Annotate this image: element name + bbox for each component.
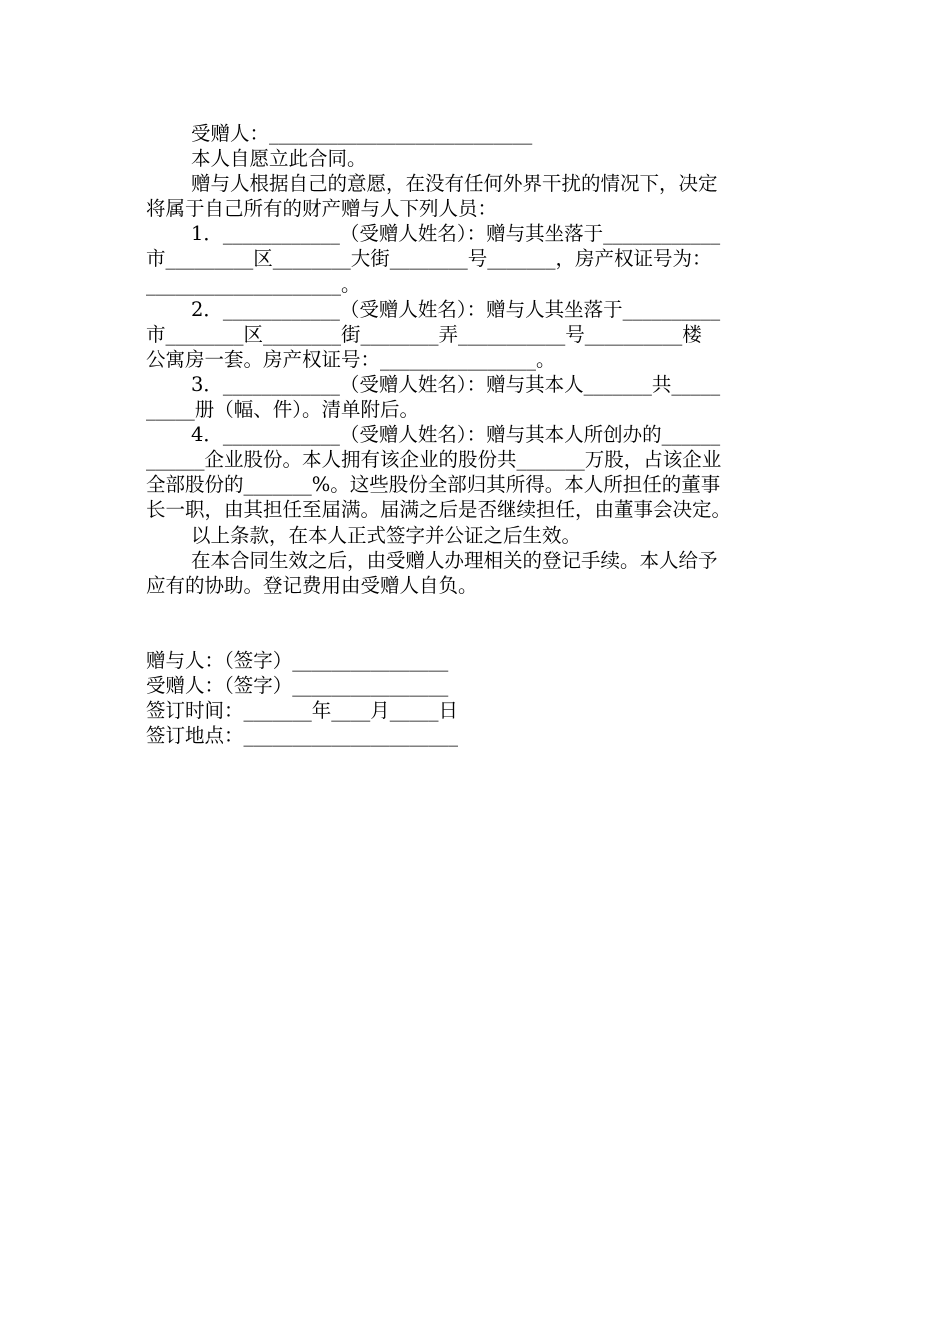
recipient-line: 受赠人：___________________________ (191, 122, 533, 145)
clause-4-line: 全部股份的_______%。这些股份全部归其所得。本人所担任的董事 (146, 473, 721, 497)
clause-4-line: 4．____________（受赠人姓名）：赠与其本人所创办的______ (191, 423, 721, 447)
clause-4-line: 长一职，由其担任至届满。届满之后是否继续担任，由董事会决定。 (146, 498, 732, 522)
clause-3-line: _____册（幅、件）。清单附后。 (146, 398, 420, 422)
clause-2-line: 市________区________街________弄___________号__________楼 (146, 322, 702, 346)
signing-place-line: 签订地点：______________________ (146, 724, 459, 748)
recipient-signature-line: 受赠人：（签字）________________ (146, 673, 449, 697)
clause-1-line: 1．____________（受赠人姓名）：赠与其坐落于____________ (191, 222, 721, 246)
body-line: 本人自愿立此合同。 (191, 147, 367, 171)
signing-date-line: 签订时间：_______年____月_____日 (146, 698, 459, 722)
section-gap (146, 598, 808, 648)
contract-page (146, 121, 808, 748)
signature-block (146, 648, 808, 748)
clause-1-line: ____________________。 (146, 272, 361, 296)
clause-2-line: 公寓房一套。房产权证号：________________。 (146, 347, 556, 371)
clause-3-line: 3．____________（受赠人姓名）：赠与其本人_______共_____ (191, 372, 721, 396)
clause-1-line: 市_________区________大街________号_______，房产权证号为： (146, 247, 712, 271)
body-line: 将属于自己所有的财产赠与人下列人员： (146, 197, 498, 221)
registration-line: 应有的协助。登记费用由受赠人自负。 (146, 573, 478, 597)
effect-line: 以上条款，在本人正式签字并公证之后生效。 (191, 523, 582, 547)
clause-4-line: ______企业股份。本人拥有该企业的股份共_______万股，占该企业 (146, 448, 722, 472)
registration-line: 在本合同生效之后，由受赠人办理相关的登记手续。本人给予 (191, 548, 718, 572)
contract-body (146, 121, 808, 598)
clause-2-line: 2．____________（受赠人姓名）：赠与人其坐落于__________ (191, 297, 721, 321)
body-line: 赠与人根据自己的意愿，在没有任何外界干扰的情况下，决定 (191, 172, 718, 196)
donor-signature-line: 赠与人：（签字）________________ (146, 648, 449, 672)
